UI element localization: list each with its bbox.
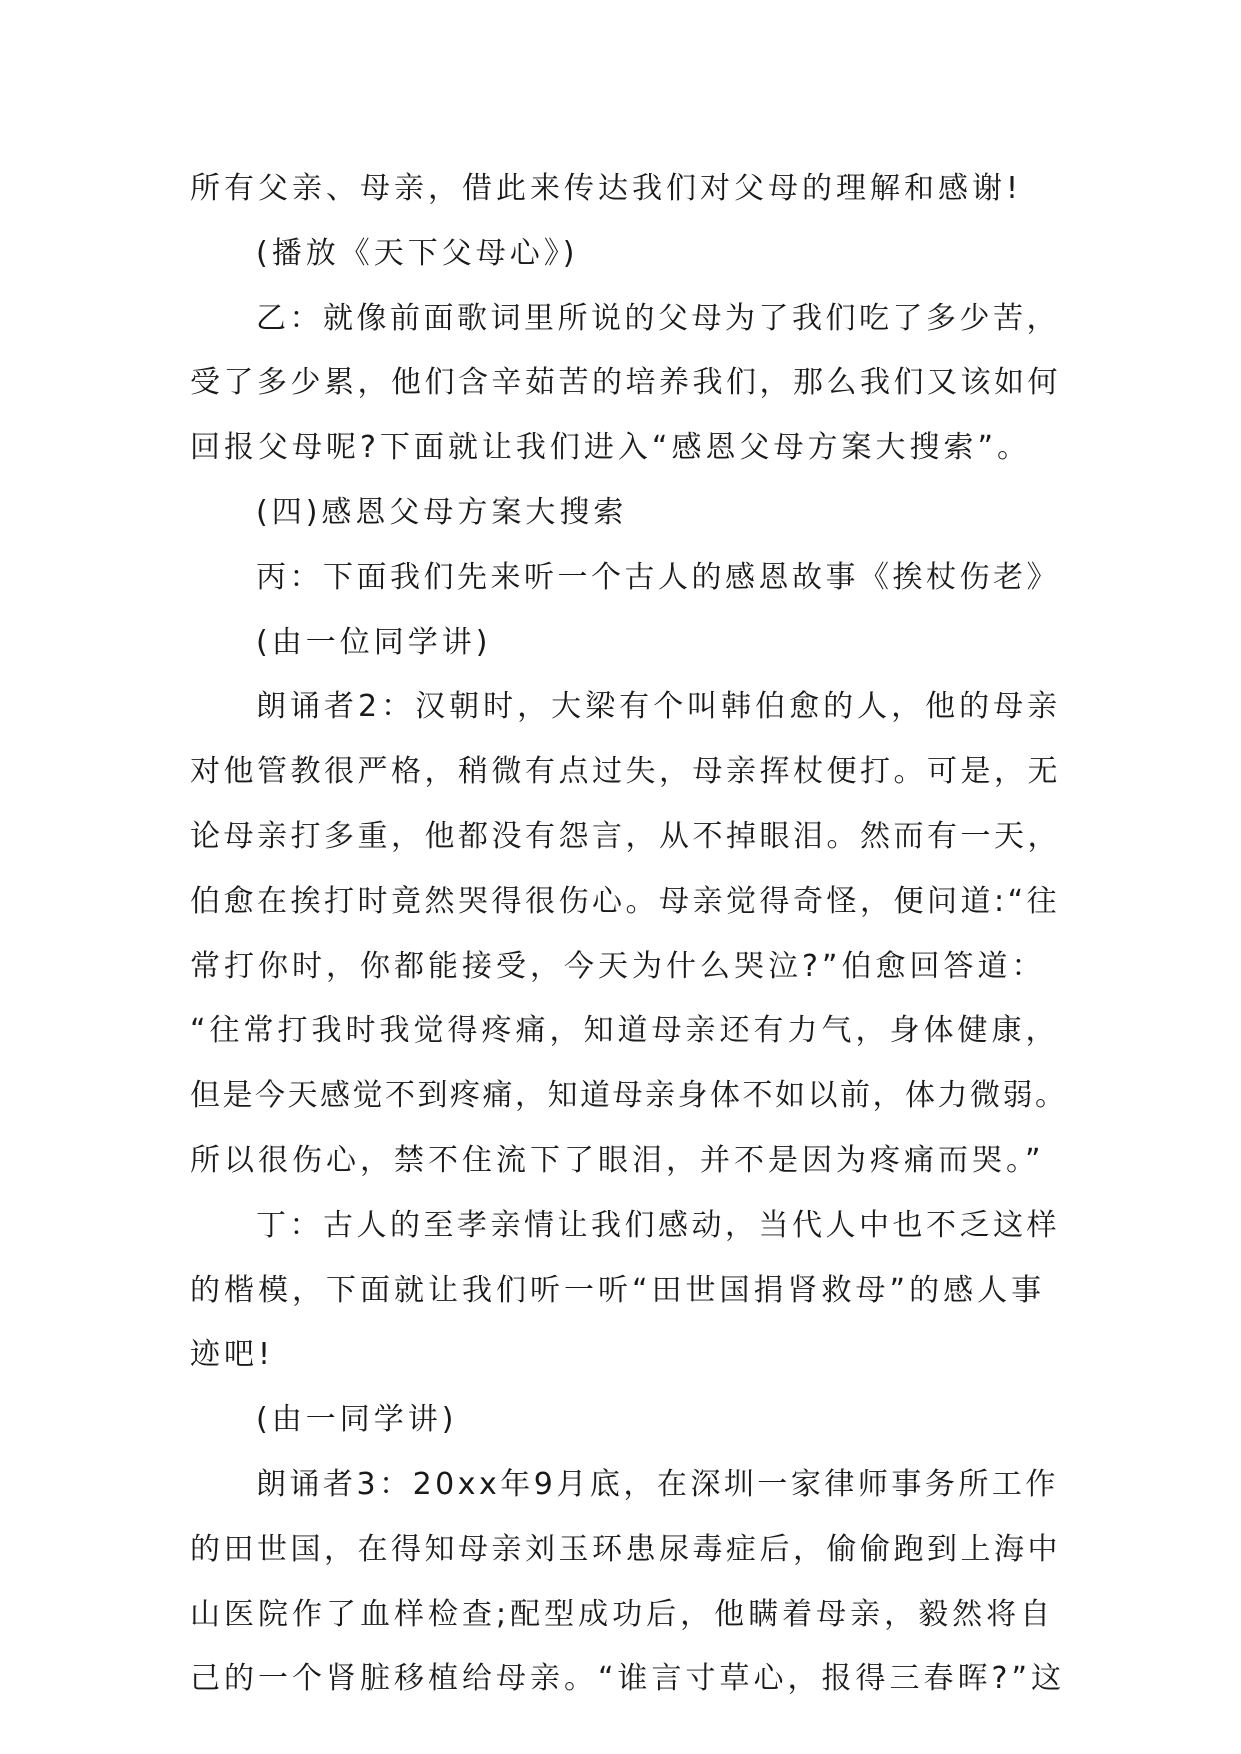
text-line: 朗诵者3：20xx年9月底，在深圳一家律师事务所工作 — [256, 1466, 1059, 1502]
text-line: 的楷模，下面就让我们听一听“田世国捐肾救母”的感人事 — [190, 1272, 1046, 1308]
text-line: “往常打我时我觉得疼痛，知道母亲还有力气，身体健康， — [190, 1013, 1060, 1049]
text-line: 乙：就像前面歌词里所说的父母为了我们吃了多少苦， — [256, 300, 1060, 336]
text-line: 常打你时，你都能接受，今天为什么哭泣?”伯愈回答道： — [190, 948, 1046, 984]
text-line: 迹吧! — [190, 1337, 275, 1373]
text-line: 受了多少累，他们含辛茹苦的培养我们，那么我们又该如何 — [190, 365, 1061, 401]
document-body — [190, 157, 1070, 1712]
text-line: 论母亲打多重，他都没有怨言，从不掉眼泪。然而有一天， — [190, 818, 1061, 854]
text-line: 但是今天感觉不到疼痛，知道母亲身体不如以前，体力微弱。 — [190, 1078, 1068, 1114]
text-line: 所有父亲、母亲，借此来传达我们对父母的理解和感谢! — [190, 171, 1023, 206]
text-line: 回报父母呢?下面就让我们进入“感恩父母方案大搜索”。 — [190, 430, 1032, 466]
text-line: 丁：古人的至孝亲情让我们感动，当代人中也不乏这样 — [256, 1207, 1060, 1243]
text-line: 的田世国，在得知母亲刘玉环患尿毒症后，偷偷跑到上海中 — [190, 1531, 1061, 1567]
text-line: 己的一个肾脏移植给母亲。“谁言寸草心，报得三春晖?”这 — [190, 1661, 1066, 1697]
text-line: 伯愈在挨打时竟然哭得很伤心。母亲觉得奇怪，便问道:“往 — [190, 883, 1061, 919]
text-line: 对他管教很严格，稍微有点过失，母亲挥杖便打。可是，无 — [190, 754, 1061, 790]
text-line: 朗诵者2：汉朝时，大梁有个叫韩伯愈的人，他的母亲 — [256, 689, 1062, 725]
text-line: (由一位同学讲) — [256, 624, 492, 660]
text-line: 丙：下面我们先来听一个古人的感恩故事《挨杖伤老》 — [256, 559, 1060, 595]
text-line: (四)感恩父母方案大搜索 — [256, 494, 628, 530]
text-line: (由一同学讲) — [256, 1402, 458, 1438]
text-line: 所以很伤心，禁不住流下了眼泪，并不是因为疼痛而哭。” — [190, 1142, 1045, 1178]
text-line: 山医院作了血样检查;配型成功后，他瞒着母亲，毅然将自 — [190, 1596, 1055, 1632]
text-line: (播放《天下父母心》) — [256, 235, 579, 271]
